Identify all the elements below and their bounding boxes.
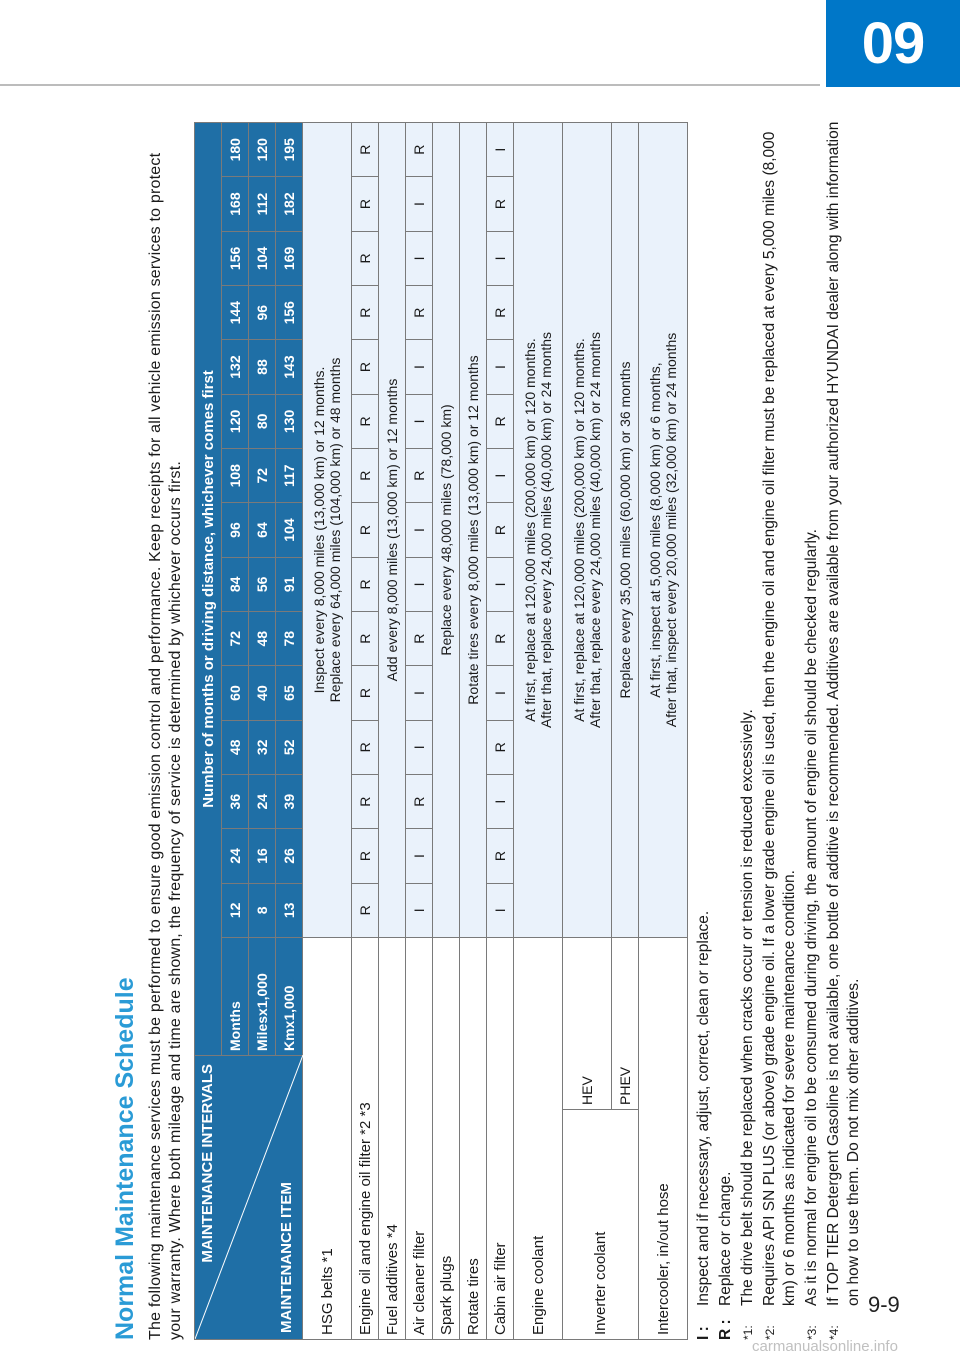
air-interval-cell: I — [406, 829, 433, 883]
air-interval-cell: I — [406, 666, 433, 720]
footnote — [738, 120, 758, 1340]
hev-text — [563, 123, 612, 938]
months-value: 36 — [222, 775, 249, 829]
km-value: 182 — [276, 177, 303, 231]
air-interval-cell: R — [406, 449, 433, 503]
footnote-mark: *2: — [763, 1325, 777, 1340]
km-value: 13 — [276, 883, 303, 937]
miles-value: 88 — [249, 340, 276, 394]
months-value: 60 — [222, 666, 249, 720]
footnote — [760, 120, 800, 1340]
cabin-interval-cell: R — [487, 720, 514, 774]
air-interval-cell: I — [406, 503, 433, 557]
km-value: 143 — [276, 340, 303, 394]
footnote-mark: I : — [695, 1326, 712, 1340]
km-value: 52 — [276, 720, 303, 774]
km-value: 117 — [276, 449, 303, 503]
cabin-interval-cell: R — [487, 286, 514, 340]
rotated-page-content — [110, 120, 940, 1340]
oil-interval-cell: R — [352, 612, 379, 666]
km-value: 91 — [276, 557, 303, 611]
air-item: Air cleaner filter — [406, 938, 433, 1340]
cabin-interval-cell: R — [487, 177, 514, 231]
footnote-mark: R : — [717, 1319, 734, 1340]
air-interval-cell: I — [406, 720, 433, 774]
cabin-interval-cell: I — [487, 666, 514, 720]
footnote-text: As it is normal for engine oil to be consumed during driving, the amount of engine oil should be checked regularly. — [803, 529, 820, 1306]
corner-intervals-label: MAINTENANCE INTERVALS — [199, 1064, 216, 1263]
miles-value: 72 — [249, 449, 276, 503]
months-value: 108 — [222, 449, 249, 503]
hsg-text-line1: Inspect every 8,000 miles (13,000 km) or 12 months. — [311, 366, 327, 694]
oil-interval-cell: R — [352, 557, 379, 611]
page-number: 9-9 — [868, 1292, 900, 1317]
footnotes — [694, 120, 864, 1340]
table-row — [487, 123, 514, 1340]
table-row — [303, 123, 352, 1340]
cabin-interval-cell: R — [487, 394, 514, 448]
air-interval-cell: R — [406, 775, 433, 829]
km-value: 26 — [276, 829, 303, 883]
cabin-interval-cell: I — [487, 449, 514, 503]
cabin-interval-cell: I — [487, 775, 514, 829]
page-title: Normal Maintenance Schedule — [111, 977, 139, 1340]
cabin-interval-cell: I — [487, 123, 514, 177]
km-value: 104 — [276, 503, 303, 557]
header-rule — [0, 84, 820, 86]
km-value: 156 — [276, 286, 303, 340]
oil-interval-cell: R — [352, 394, 379, 448]
phev-label: PHEV — [612, 938, 639, 1110]
cabin-interval-cell: I — [487, 340, 514, 394]
spark-text: Replace every 48,000 miles (78,000 km) — [433, 123, 460, 938]
chapter-tab — [826, 0, 960, 87]
hsg-item: HSG belts *1 — [303, 938, 352, 1340]
months-value: 156 — [222, 231, 249, 285]
cabin-interval-cell: I — [487, 557, 514, 611]
months-value: 48 — [222, 720, 249, 774]
oil-interval-cell: R — [352, 231, 379, 285]
table-row — [433, 123, 460, 1340]
coolant-text-line1: At first, replace at 120,000 miles (200,000 km) or 120 months. — [522, 338, 538, 722]
spark-item: Spark plugs — [433, 938, 460, 1340]
intercooler-text — [639, 123, 688, 938]
km-value: 195 — [276, 123, 303, 177]
months-value: 120 — [222, 394, 249, 448]
air-interval-cell: R — [406, 123, 433, 177]
months-value: 132 — [222, 340, 249, 394]
miles-value: 120 — [249, 123, 276, 177]
air-interval-cell: R — [406, 286, 433, 340]
miles-value: 104 — [249, 231, 276, 285]
footnote-mark: *1: — [741, 1325, 755, 1340]
km-value: 169 — [276, 231, 303, 285]
maintenance-table — [194, 122, 688, 1340]
hev-label: HEV — [563, 938, 612, 1110]
rotate-text: Rotate tires every 8,000 miles (13,000 km) or 12 months — [460, 123, 487, 938]
table-row — [379, 123, 406, 1340]
cabin-item: Cabin air filter — [487, 938, 514, 1340]
miles-value: 8 — [249, 883, 276, 937]
hsg-text-line2: Replace every 64,000 miles (104,000 km) or 48 months — [327, 357, 343, 703]
months-value: 72 — [222, 612, 249, 666]
coolant-item: Engine coolant — [514, 938, 563, 1340]
footnote — [694, 120, 714, 1340]
air-interval-cell: R — [406, 612, 433, 666]
hev-text-line1: At first, replace at 120,000 miles (200,000 km) or 120 months. — [571, 338, 587, 722]
chapter-number: 09 — [861, 11, 925, 76]
months-value: 96 — [222, 503, 249, 557]
intercooler-item: Intercooler, in/out hose — [639, 938, 688, 1340]
miles-value: 56 — [249, 557, 276, 611]
coolant-text — [514, 123, 563, 938]
footnote-text: The drive belt should be replaced when cracks occur or tension is reduced excessively. — [739, 709, 756, 1306]
air-interval-cell: I — [406, 177, 433, 231]
months-value: 12 — [222, 883, 249, 937]
miles-value: 80 — [249, 394, 276, 448]
oil-interval-cell: R — [352, 503, 379, 557]
corner-item-label: MAINTENANCE ITEM — [278, 1182, 295, 1333]
table-row — [460, 123, 487, 1340]
oil-interval-cell: R — [352, 829, 379, 883]
months-value: 168 — [222, 177, 249, 231]
miles-value: 32 — [249, 720, 276, 774]
oil-interval-cell: R — [352, 340, 379, 394]
oil-interval-cell: R — [352, 775, 379, 829]
air-interval-cell: I — [406, 340, 433, 394]
months-value: 84 — [222, 557, 249, 611]
months-value: 144 — [222, 286, 249, 340]
miles-value: 48 — [249, 612, 276, 666]
miles-value: 64 — [249, 503, 276, 557]
fuel-item: Fuel additives *4 — [379, 938, 406, 1340]
miles-value: 40 — [249, 666, 276, 720]
km-label: Kmx1,000 — [276, 938, 303, 1056]
table-corner-header — [195, 1056, 303, 1340]
oil-interval-cell: R — [352, 449, 379, 503]
oil-interval-cell: R — [352, 177, 379, 231]
phev-text: Replace every 35,000 miles (60,000 km) or 36 months — [612, 123, 639, 938]
months-label: Months — [222, 938, 249, 1056]
footnote-text: Requires API SN PLUS (or above) grade engine oil. If a lower grade engine oil is used, then the engine oil and engine oil filter must be replaced at every 5,000 miles (8,000 km) or 6 months as indicated for severe maintenance condition. — [761, 131, 798, 1306]
months-value: 24 — [222, 829, 249, 883]
table-row — [514, 123, 563, 1340]
oil-interval-cell: R — [352, 123, 379, 177]
coolant-text-line2: After that, replace every 24,000 miles (40,000 km) or 24 months — [538, 331, 554, 729]
km-value: 39 — [276, 775, 303, 829]
table-row — [406, 123, 433, 1340]
table-row — [563, 123, 612, 1340]
footnote-text: Replace or change. — [717, 1171, 734, 1306]
watermark: carmanualsonline.info — [752, 1338, 898, 1355]
oil-interval-cell: R — [352, 666, 379, 720]
intercooler-text-line2: After that, inspect every 20,000 miles (32,000 km) or 24 months — [663, 332, 679, 728]
footnote — [802, 120, 822, 1340]
months-value: 180 — [222, 123, 249, 177]
footnote-mark: *3: — [805, 1325, 819, 1340]
miles-value: 96 — [249, 286, 276, 340]
hsg-text — [303, 123, 352, 938]
oil-interval-cell: R — [352, 883, 379, 937]
intro-paragraph: The following maintenance services must be performed to ensure good emission control and performance. Keep receipts for all vehicle emission services to protect your warranty. Where both mileage and time are shown, the frequency of service is determined by whichever occurs first. — [147, 152, 184, 1340]
km-value: 78 — [276, 612, 303, 666]
cabin-interval-cell: R — [487, 612, 514, 666]
table-row — [639, 123, 688, 1340]
air-interval-cell: I — [406, 883, 433, 937]
footnote-text: If TOP TIER Detergent Gasoline is not available, one bottle of additive is recommended. Additives are available from your authorized HYUNDAI dealer along with information on how to use them. Do not mix other additives. — [825, 121, 862, 1306]
oil-interval-cell: R — [352, 286, 379, 340]
hev-text-line2: After that, replace every 24,000 miles (40,000 km) or 24 months — [587, 331, 603, 729]
miles-label: Milesx1,000 — [249, 938, 276, 1056]
cabin-interval-cell: I — [487, 231, 514, 285]
cabin-interval-cell: I — [487, 883, 514, 937]
air-interval-cell: I — [406, 394, 433, 448]
miles-value: 16 — [249, 829, 276, 883]
km-value: 130 — [276, 394, 303, 448]
rotate-item: Rotate tires — [460, 938, 487, 1340]
intercooler-text-line1: At first, inspect at 5,000 miles (8,000 km) or 6 months, — [647, 362, 663, 698]
km-value: 65 — [276, 666, 303, 720]
inverter-item: Inverter coolant — [563, 1110, 639, 1340]
footnote — [716, 120, 736, 1340]
air-interval-cell: I — [406, 557, 433, 611]
fuel-text: Add every 8,000 miles (13,000 km) or 12 months — [379, 123, 406, 938]
oil-item: Engine oil and engine oil filter *2 *3 — [352, 938, 379, 1340]
footnote — [824, 120, 864, 1340]
air-interval-cell: I — [406, 231, 433, 285]
cabin-interval-cell: R — [487, 829, 514, 883]
cabin-interval-cell: R — [487, 503, 514, 557]
group-header: Number of months or driving distance, whichever comes first — [195, 123, 222, 1056]
table-row — [352, 123, 379, 1340]
oil-interval-cell: R — [352, 720, 379, 774]
footnote-mark: *4: — [827, 1325, 841, 1340]
miles-value: 24 — [249, 775, 276, 829]
miles-value: 112 — [249, 177, 276, 231]
footnote-text: Inspect and if necessary, adjust, correct, clean or replace. — [695, 910, 712, 1306]
